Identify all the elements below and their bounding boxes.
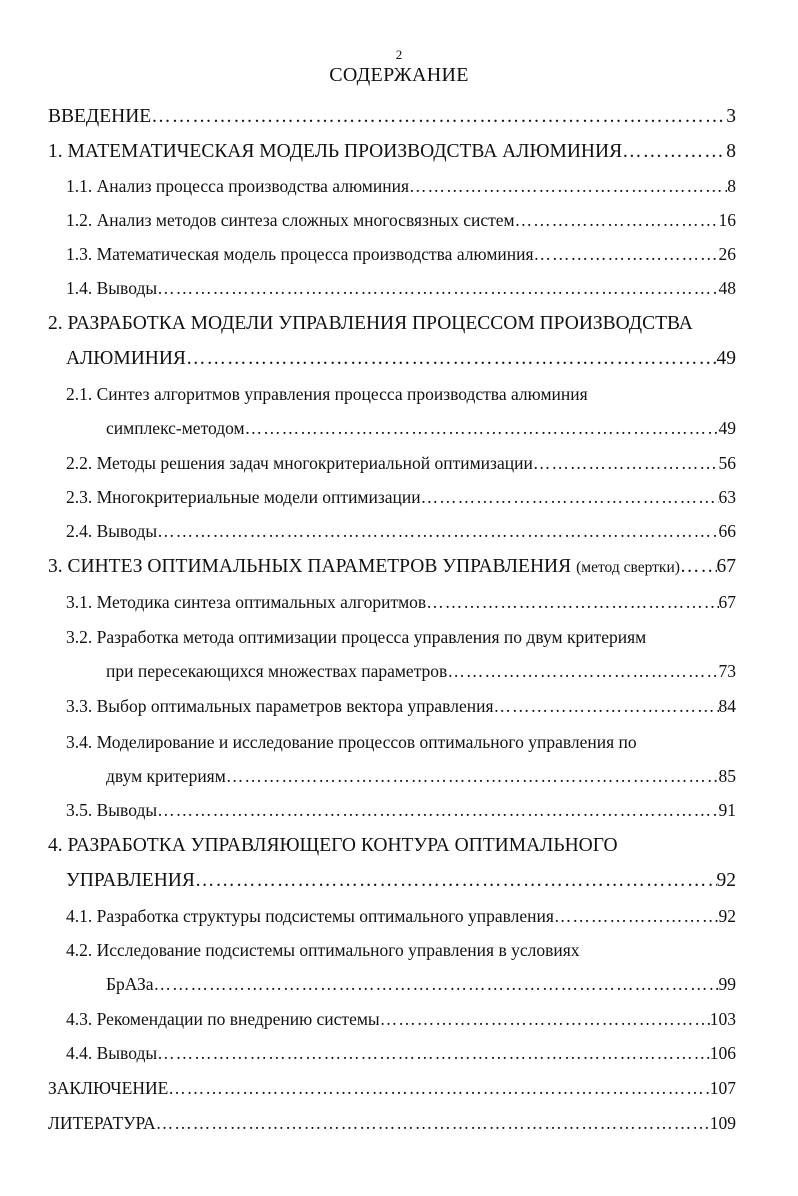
toc-dot-leader — [680, 554, 717, 580]
toc-entry-3-4-line1: 3.4. Моделирование и исследование процессов оптимального управления по — [66, 732, 637, 752]
toc-dot-leader — [168, 1075, 709, 1101]
toc-entry-3-3 — [66, 693, 736, 719]
toc-entry-text: АЛЮМИНИЯ — [66, 348, 186, 369]
toc-entry-text: 1.4. Выводы — [66, 278, 158, 298]
toc-page-number: 63 — [718, 487, 736, 507]
toc-dot-leader — [226, 763, 719, 789]
toc-entry-4-3 — [66, 1006, 736, 1032]
toc-page-number: 3 — [726, 106, 736, 127]
toc-dot-leader — [157, 518, 718, 544]
toc-entry-text: 2.2. Методы решения задач многокритериальной оптимизации — [66, 453, 533, 473]
toc-dot-leader — [533, 450, 719, 476]
toc-page-number: 92 — [718, 906, 736, 926]
toc-entry-text: 4.4. Выводы — [66, 1043, 158, 1063]
toc-entry-4-4 — [66, 1040, 736, 1066]
toc-entry-2-3 — [66, 484, 736, 510]
toc-page-number: 84 — [718, 696, 736, 716]
toc-entry-text: 1. МАТЕМАТИЧЕСКАЯ МОДЕЛЬ ПРОИЗВОДСТВА АЛЮМИНИЯ — [48, 141, 623, 162]
toc-entry-text: симплекс-методом — [106, 418, 245, 438]
toc-page-number: 99 — [718, 974, 736, 994]
toc-entry-3-5 — [66, 797, 736, 823]
toc-entry-2-4 — [66, 518, 736, 544]
toc-dot-leader — [186, 346, 717, 372]
toc-entry-chapter-3 — [48, 554, 736, 580]
toc-entry-text: ЛИТЕРАТУРА — [48, 1113, 156, 1133]
toc-entry-references — [48, 1110, 736, 1136]
toc-dot-leader — [421, 484, 719, 510]
toc-page-number: 8 — [727, 176, 736, 196]
toc-page-number: 67 — [718, 592, 736, 612]
toc-dot-leader — [156, 1110, 710, 1136]
toc-page-number: 49 — [718, 418, 736, 438]
toc-dot-leader — [554, 903, 719, 929]
page-title: СОДЕРЖАНИЕ — [329, 64, 469, 86]
toc-entry-text: ЗАКЛЮЧЕНИЕ — [48, 1078, 169, 1098]
toc-entry-text: двум критериям — [106, 766, 226, 786]
page-number: 2 — [395, 47, 403, 62]
toc-entry-chapter-4 — [66, 868, 736, 894]
toc-page-number: 49 — [716, 348, 736, 369]
toc-page-number: 85 — [718, 766, 736, 786]
toc-entry-chapter-2 — [66, 346, 736, 372]
toc-dot-leader — [622, 139, 726, 165]
toc-entry-2-1-line1: 2.1. Синтез алгоритмов управления процесса производства алюминия — [66, 384, 588, 404]
toc-entry-1-4 — [66, 275, 736, 301]
toc-dot-leader — [157, 797, 718, 823]
toc-dot-leader — [157, 1040, 710, 1066]
toc-entry-4-2 — [106, 971, 736, 997]
toc-dot-leader — [447, 658, 718, 684]
toc-dot-leader — [534, 241, 719, 267]
toc-entry-text: 2.4. Выводы — [66, 521, 158, 541]
toc-entry-3-4 — [106, 763, 736, 789]
toc-entry-text: 1.2. Анализ методов синтеза сложных многосвязных систем — [66, 210, 515, 230]
toc-entry-text: при пересекающихся множествах параметров — [106, 661, 448, 681]
toc-entry-text: ВВЕДЕНИЕ — [48, 106, 152, 127]
toc-entry-text: БрАЗа — [106, 974, 154, 994]
toc-entry-3-1 — [66, 589, 736, 615]
toc-dot-leader — [409, 173, 727, 199]
toc-entry-3-2 — [106, 658, 736, 684]
toc-page-number: 107 — [709, 1078, 736, 1098]
toc-entry-4-1 — [66, 903, 736, 929]
toc-page-number: 8 — [726, 141, 736, 162]
toc-dot-leader — [426, 589, 718, 615]
toc-dot-leader — [245, 415, 719, 441]
toc-entry-chapter-1 — [48, 139, 736, 165]
toc-page-number: 16 — [718, 210, 736, 230]
toc-page-number: 106 — [709, 1043, 736, 1063]
toc-entry-3-2-line1: 3.2. Разработка метода оптимизации процесса управления по двум критериям — [66, 627, 647, 647]
toc-entry-text: УПРАВЛЕНИЯ — [66, 870, 195, 891]
toc-dot-leader — [154, 971, 719, 997]
toc-entry-text: 2.3. Многокритериальные модели оптимизации — [66, 487, 421, 507]
toc-entry-text: 4.1. Разработка структуры подсистемы оптимального управления — [66, 906, 554, 926]
toc-dot-leader — [195, 868, 717, 894]
toc-page-number: 103 — [709, 1009, 736, 1029]
toc-entry-2-1 — [106, 415, 736, 441]
toc-page-number: 26 — [718, 244, 736, 264]
toc-page-number: 66 — [718, 521, 736, 541]
toc-page-number: 91 — [718, 800, 736, 820]
toc-dot-leader — [515, 207, 719, 233]
toc-entry-chapter-4-line1: 4. РАЗРАБОТКА УПРАВЛЯЮЩЕГО КОНТУРА ОПТИМАЛЬНОГО — [48, 835, 618, 856]
toc-entry-text: 1.3. Математическая модель процесса производства алюминия — [66, 244, 534, 264]
toc-entry-4-2-line1: 4.2. Исследование подсистемы оптимального управления в условиях — [66, 940, 580, 960]
toc-page-number: 73 — [718, 661, 736, 681]
toc-dot-leader — [151, 104, 726, 130]
toc-page-number: 56 — [718, 453, 736, 473]
toc-dot-leader — [380, 1006, 710, 1032]
toc-entry-text: 3.1. Методика синтеза оптимальных алгоритмов — [66, 592, 427, 612]
toc-page-number: 92 — [716, 870, 736, 891]
toc-entry-introduction — [48, 104, 736, 130]
toc-entry-note: (метод свертки) — [576, 559, 680, 576]
toc-entry-text: 3.3. Выбор оптимальных параметров вектора управления — [66, 696, 494, 716]
toc-dot-leader — [157, 275, 718, 301]
toc-entry-1-1 — [66, 173, 736, 199]
toc-entry-2-2 — [66, 450, 736, 476]
toc-page-number: 109 — [709, 1113, 736, 1133]
toc-entry-conclusion — [48, 1075, 736, 1101]
toc-page-number: 48 — [718, 278, 736, 298]
toc-entry-text: 4.3. Рекомендации по внедрению системы — [66, 1009, 380, 1029]
toc-entry-text: 3.5. Выводы — [66, 800, 158, 820]
toc-entry-text: 3. СИНТЕЗ ОПТИМАЛЬНЫХ ПАРАМЕТРОВ УПРАВЛЕНИЯ — [48, 556, 572, 577]
toc-dot-leader — [494, 693, 719, 719]
toc-entry-1-2 — [66, 207, 736, 233]
toc-entry-text: 1.1. Анализ процесса производства алюминия — [66, 176, 410, 196]
toc-entry-1-3 — [66, 241, 736, 267]
toc-page-number: 67 — [716, 556, 736, 577]
toc-entry-chapter-2-line1: 2. РАЗРАБОТКА МОДЕЛИ УПРАВЛЕНИЯ ПРОЦЕССОМ ПРОИЗВОДСТВА — [48, 313, 693, 334]
